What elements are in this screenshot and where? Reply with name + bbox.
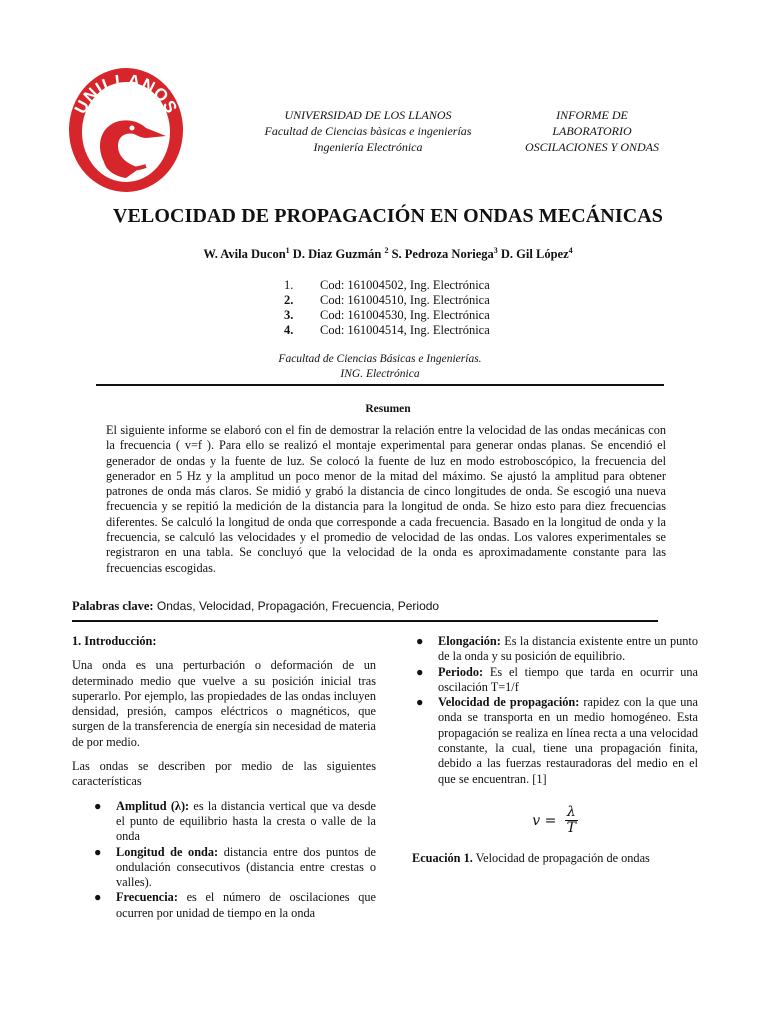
author-2: D. Diaz Guzmán (292, 247, 385, 262)
code-number: 1. (284, 278, 294, 292)
faculty-affiliation (230, 352, 530, 382)
code-number: 4. (284, 323, 294, 337)
equation-caption-text: Velocidad de propagación de ondas (472, 850, 650, 865)
intro-paragraph-2: Las ondas se describen por medio de las siguientes características (72, 759, 376, 789)
faculty-program: ING. Electrónica (340, 368, 420, 380)
intro-paragraph-1: Una onda es una perturbación o deformación de un determinado medio que vuelve a su posición inicial tras superarlo. Por ejemplo, las propiedades de las ondas incluyen densidad, presión, campos eléctricos o magnéticos, que surgen de la transferencia de energía sin necesidad de materia de por medio. (72, 658, 376, 749)
university-logo (66, 66, 186, 194)
keywords-divider (72, 620, 658, 622)
bullet-icon: ● (416, 634, 424, 648)
equation-lhs: v = (532, 812, 557, 829)
list-item-term: Elongación: (438, 634, 501, 648)
author-1-affiliation: 1 (285, 246, 290, 255)
author-1: W. Avila Ducon (203, 247, 286, 262)
abstract-heading: Resumen (365, 403, 411, 415)
list-item (412, 634, 698, 665)
list-item-text: rapidez con la que una onda se transporta en un medio homogéneo. Esta propagación se realiza en línea recta a una velocidad constante, la cual, tiene una propagación finita, debido a las fuerzas restauradoras del medio en el que se encuentran. [1] (438, 695, 698, 786)
faculty-name: Facultad de Ciencias Básicas e Ingenierías. (278, 353, 482, 365)
list-item-term: Frecuencia: (116, 890, 178, 905)
velocity-equation (412, 805, 698, 837)
bullet-icon: ● (94, 798, 102, 813)
list-item (412, 665, 698, 696)
code-row (284, 323, 564, 338)
left-column (72, 634, 376, 921)
author-list (60, 246, 716, 262)
list-item-text: Es el tiempo que tarda en ocurrir una oscilación T=1/f (438, 664, 698, 694)
keywords-label: Palabras clave: (72, 599, 154, 613)
author-3: S. Pedroza Noriega (391, 247, 494, 262)
section-heading-introduction: 1. Introducción: (72, 634, 157, 648)
bullet-icon: ● (416, 695, 424, 710)
equation-numerator: λ (566, 803, 576, 820)
definitions-list (412, 634, 698, 787)
keywords (72, 599, 692, 614)
author-2-affiliation: 2 (384, 246, 389, 255)
code-text: Cod: 161004514, Ing. Electrónica (320, 323, 490, 337)
header-report-type (508, 107, 676, 155)
code-text: Cod: 161004510, Ing. Electrónica (320, 293, 490, 307)
code-text: Cod: 161004502, Ing. Electrónica (320, 278, 490, 292)
code-number: 2. (284, 293, 294, 307)
student-codes (284, 278, 564, 338)
header-divider (96, 384, 664, 386)
list-item (90, 845, 376, 891)
header-program: Ingeniería Electrónica (313, 140, 423, 154)
bullet-icon: ● (416, 664, 424, 679)
code-row (284, 308, 564, 323)
author-4: D. Gil López (500, 247, 569, 262)
right-column (412, 634, 698, 866)
header-university (248, 107, 488, 155)
header-report-line-1: INFORME DE (556, 108, 628, 122)
author-4-affiliation: 4 (568, 246, 573, 255)
equation-denominator: T (566, 820, 576, 837)
list-item (90, 890, 376, 921)
bullet-icon: ● (94, 844, 102, 859)
header-university-name: UNIVERSIDAD DE LOS LLANOS (284, 108, 452, 122)
equation-fraction (565, 805, 578, 837)
keywords-value: Ondas, Velocidad, Propagación, Frecuencia, Periodo (153, 599, 440, 613)
list-item-text: Es la distancia existente entre un punto de la onda y su posición de equilibrio. (438, 634, 698, 664)
code-number: 3. (284, 308, 294, 322)
list-item-term: Longitud de onda: (116, 844, 219, 859)
code-row (284, 278, 564, 293)
list-item-term: Amplitud (λ): (116, 798, 190, 813)
author-3-affiliation: 3 (493, 246, 498, 255)
characteristics-list (72, 799, 376, 921)
list-item (412, 695, 698, 787)
paper-title: VELOCIDAD DE PROPAGACIÓN EN ONDAS MECÁNICAS (112, 205, 664, 227)
list-item-text: es la distancia vertical que va desde el punto de equilibrio hasta la cresta o valle de la onda (116, 798, 376, 844)
code-row (284, 293, 564, 308)
header-report-line-3: OSCILACIONES Y ONDAS (524, 140, 659, 154)
bullet-icon: ● (94, 890, 102, 905)
list-item (90, 799, 376, 845)
list-item-text: distancia entre dos puntos de ondulación consecutivos (distancia entre crestas o valles). (116, 844, 377, 890)
logo-text: UNILLANOS (70, 70, 182, 118)
list-item-term: Periodo: (438, 664, 484, 679)
abstract-text: El siguiente informe se elaboró con el fin de demostrar la relación entre la velocidad de las ondas mecánicas con la frecuencia ( v=f ). Para ello se realizó el montaje experimental para generar ondas planas. Se encendió el generador de ondas y la fuente de luz. Se colocó la fuente de luz en modo estroboscópico, la frecuencia del generador en 5 Hz y la amplitud un poco menor de la mitad del máximo. Se ajustó la amplitud para obtener patrones de onda más claros. Se midió y grabó la distancia de cinco longitudes de onda. Se escogió una nueva frecuencia y se repitió la medición de la distancia para la longitud de onda. Se hizo esto para diez frecuencias diferentes. Se calculó la longitud de onda que corresponde a cada frecuencia. Basado en la longitud de onda y la frecuencia, se calculó las velocidades y el promedio de velocidad de las ondas. Los valores experimentales se registraron en una tabla. Se concluyó que la velocidad de la onda es aproximadamente constante para las frecuencias escogidas. (106, 423, 666, 575)
code-text: Cod: 161004530, Ing. Electrónica (320, 308, 490, 322)
header-faculty: Facultad de Ciencias bàsicas e ingenierías (264, 124, 472, 138)
equation-caption-label: Ecuación 1. (412, 850, 473, 865)
header-report-line-2: LABORATORIO (552, 124, 632, 138)
equation-caption (412, 851, 698, 866)
list-item-text: es el número de oscilaciones que ocurren por unidad de tiempo en la onda (116, 890, 376, 920)
list-item-term: Velocidad de propagación: (438, 695, 580, 710)
